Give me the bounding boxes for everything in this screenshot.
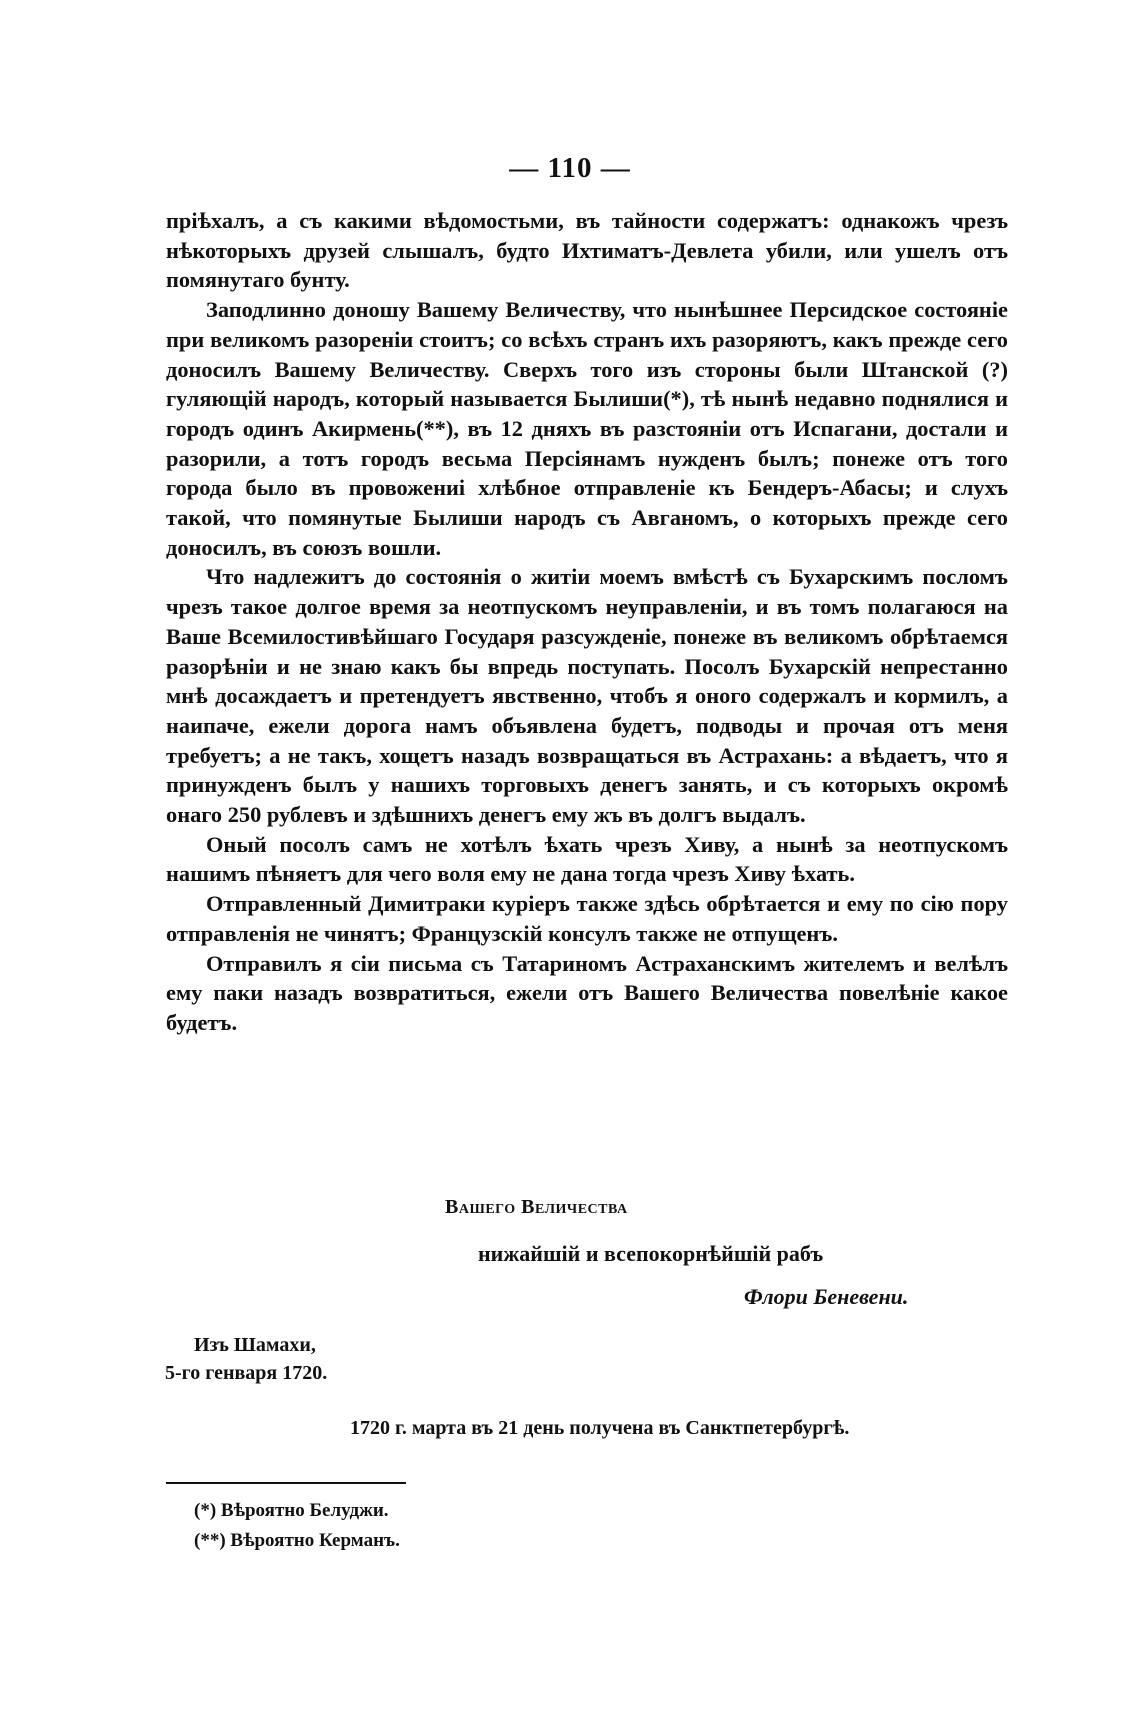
received-note: 1720 г. марта въ 21 день получена въ Санктпетербургѣ.: [350, 1417, 850, 1439]
paragraph-1: прiѣхалъ, а съ какими вѣдомостьми, въ тайности содержатъ: однакожъ чрезъ нѣкоторыхъ друзей слышалъ, будто Ихтиматъ-Девлета убили, или ушелъ отъ помянутаго бунту.: [166, 208, 1008, 293]
paragraph-5: Отправленный Димитраки курiеръ также здѣсь обрѣтается и ему по сiю пору отправленiя не чинятъ; Французскiй консулъ также не отпущенъ.: [166, 891, 1008, 946]
signature: Флори Беневени.: [744, 1284, 909, 1309]
page-number: — 110 —: [509, 152, 631, 184]
paragraph-3: Что надлежитъ до состоянiя о житiи моемъ вмѣстѣ съ Бухарскимъ посломъ чрезъ такое долгое время за неотпускомъ неуправленiи, и въ томъ полагаюся на Ваше Всемилостивѣйшаго Государя разсужденiе, понеже въ великомъ обрѣтаемся разорѣнiи и не знаю какъ бы впредь поступать. Посолъ Бухарскiй непрестанно мнѣ досаждаетъ и претендуетъ явственно, чтобъ я оного содержалъ и кормилъ, а наипаче, ежели дорога намъ объявлена будетъ, подводы и прочая отъ меня требуетъ; а не такъ, хощетъ назадъ возвращаться въ Астрахань: а вѣдаетъ, что я принужденъ былъ у нашихъ торговыхъ денегъ занять, и съ которыхъ окромѣ онаго 250 рублевъ и здѣшнихъ денегъ ему жъ въ долгъ выдалъ.: [166, 564, 1008, 828]
footnote-2: (**) Вѣроятно Керманъ.: [194, 1530, 400, 1551]
paragraph-6: Отправилъ я сiи письма съ Татариномъ Астраханскимъ жителемъ и велѣлъ ему паки назадъ возвратиться, ежели отъ Вашего Величества повелѣнiе какое будетъ.: [166, 950, 1008, 1035]
footnote-divider: [166, 1482, 406, 1484]
closing-salutation: Вашего Величества: [445, 1196, 628, 1218]
footnote-1: (*) Вѣроятно Белуджи.: [194, 1500, 389, 1521]
letter-body: [166, 206, 1008, 1038]
origin-place: Изъ Шамахи,: [194, 1334, 316, 1356]
closing-humble-line: нижайшiй и всепокорнѣйшiй рабъ: [478, 1241, 824, 1266]
paragraph-2: Заподлинно доношу Вашему Величеству, что нынѣшнее Персидское состоянiе при великомъ разоренiи стоитъ; со всѣхъ странъ ихъ разоряютъ, какъ прежде сего доносилъ Вашему Величеству. Сверхъ того изъ стороны были Штанской (?) гуляющiй народъ, который называется Былиши(*), тѣ нынѣ недавно поднялися и городъ одинъ Акирмень(**), въ 12 дняхъ въ разстоянiи отъ Испагани, достали и разорили, а тотъ городъ весьма Персiянамъ нужденъ былъ; понеже отъ того города было въ провожениi хлѣбное отправленiе къ Бендеръ-Абасы; и слухъ такой, что помянутые Былиши народъ съ Авганомъ, о которыхъ прежде сего доносилъ, въ союзъ вошли.: [166, 297, 1008, 560]
paragraph-4: Оный посолъ самъ не хотѣлъ ѣхать чрезъ Хиву, а нынѣ за неотпускомъ нашимъ пѣняетъ для чего воля ему не дана тогда чрезъ Хиву ѣхать.: [166, 831, 1008, 887]
origin-date: 5-го генваря 1720.: [165, 1362, 328, 1384]
